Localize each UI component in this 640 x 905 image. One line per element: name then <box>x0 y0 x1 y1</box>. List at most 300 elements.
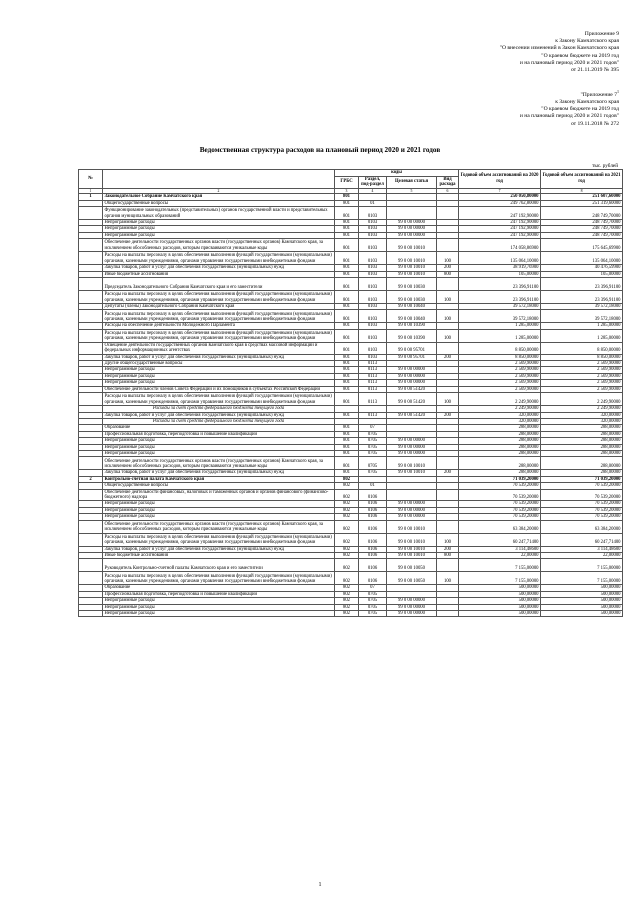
row-number <box>79 611 103 617</box>
row-amount-2020: 500,00000 <box>459 611 541 617</box>
row-grbs: 802 <box>335 559 359 572</box>
row-razdel: 0106 <box>359 533 387 546</box>
row-name: Непрограммные расходы <box>103 367 335 373</box>
row-vr <box>437 342 459 354</box>
row-razdel: 0103 <box>359 342 387 354</box>
row-amount-2021: 175 645,69900 <box>541 239 623 252</box>
row-amount-2020: 8 850,00000 <box>459 342 541 354</box>
row-grbs: 801 <box>335 310 359 323</box>
table-row <box>79 278 623 291</box>
row-amount-2020: 500,00000 <box>459 591 541 597</box>
row-csr: 99 0 00 10040 <box>387 310 437 323</box>
row-amount-2021: 70 539,20000 <box>541 507 623 513</box>
row-grbs: 802 <box>335 507 359 513</box>
row-amount-2021: 39 572,18000 <box>541 310 623 323</box>
row-csr: 99 0 00 10010 <box>387 533 437 546</box>
row-grbs: 801 <box>335 329 359 342</box>
row-csr: 99 0 00 00000 <box>387 450 437 456</box>
row-number <box>79 559 103 572</box>
row-name: Закупка товаров, работ и услуг для обеспечения государственных (муниципальных) нужд <box>103 470 335 476</box>
row-razdel: 0113 <box>359 386 387 392</box>
row-name: Обеспечение деятельности членов Совета Федерации и их помощников в субъектах Российской Федерации <box>103 386 335 392</box>
row-grbs: 802 <box>335 572 359 585</box>
row-csr: 99 0 00 00000 <box>387 501 437 507</box>
header-line: и на плановый период 2020 и 2021 годов" <box>519 59 619 66</box>
row-grbs: 801 <box>335 412 359 418</box>
row-csr <box>387 207 437 220</box>
row-name: Расходы на выплаты персоналу в целях обеспечения выполнения функций государственными (муниципальными) органами, казенными учреждениями, органами управления государственными внебюджетными фондами <box>103 533 335 546</box>
row-amount-2021: 39 572,18000 <box>541 304 623 310</box>
column-number: 1 <box>79 188 103 193</box>
row-number <box>79 489 103 501</box>
row-razdel: 0705 <box>359 457 387 470</box>
row-amount-2021: 71 039,20000 <box>541 476 623 482</box>
row-razdel: 0113 <box>359 361 387 367</box>
row-razdel: 0705 <box>359 438 387 444</box>
row-name: Расходы на выплаты персоналу в целях обеспечения выполнения функций государственными (муниципальными) органами, казенными учреждениями, органами управления государственными внебюджетными фондами <box>103 393 335 406</box>
row-amount-2021: 2 569,90000 <box>541 386 623 392</box>
row-razdel: 01 <box>359 483 387 489</box>
row-amount-2020: 174 058,86900 <box>459 239 541 252</box>
row-grbs: 801 <box>335 226 359 232</box>
row-grbs: 801 <box>335 220 359 226</box>
row-grbs: 801 <box>335 444 359 450</box>
row-amount-2020: 247 192,90000 <box>459 232 541 238</box>
row-amount-2021: 288,00000 <box>541 450 623 456</box>
row-name: Непрограммные расходы <box>103 450 335 456</box>
row-csr: 99 0 00 00000 <box>387 514 437 520</box>
row-grbs: 802 <box>335 611 359 617</box>
row-name: Профессиональная подготовка, переподготовка и повышение квалификации <box>103 431 335 437</box>
row-grbs: 802 <box>335 585 359 591</box>
row-csr: 99 0 00 95701 <box>387 342 437 354</box>
row-grbs: 801 <box>335 265 359 271</box>
row-amount-2021: 288,00000 <box>541 431 623 437</box>
row-csr: 99 0 00 10030 <box>387 278 437 291</box>
row-amount-2021: 7 155,00000 <box>541 572 623 585</box>
row-csr: 99 0 00 10010 <box>387 553 437 559</box>
row-name: Непрограммные расходы <box>103 438 335 444</box>
row-amount-2020: 135 064,10000 <box>459 252 541 265</box>
row-grbs: 801 <box>335 323 359 329</box>
row-number <box>79 533 103 546</box>
row-csr: 99 0 00 51420 <box>387 386 437 392</box>
header-line: к Закону Камчатского края <box>555 99 619 106</box>
row-csr: 99 0 00 00000 <box>387 611 437 617</box>
row-amount-2020: 71 039,20000 <box>459 476 541 482</box>
row-grbs: 801 <box>335 380 359 386</box>
row-name: Контрольно-счетная палата Камчатского края <box>103 476 335 482</box>
row-razdel: 0106 <box>359 553 387 559</box>
row-csr: 99 0 00 00000 <box>387 373 437 379</box>
row-grbs: 802 <box>335 553 359 559</box>
table-row <box>79 310 623 323</box>
row-amount-2020: 249 762,80000 <box>459 200 541 206</box>
row-razdel: 0103 <box>359 207 387 220</box>
table-row <box>79 393 623 406</box>
row-vr: 200 <box>437 412 459 418</box>
row-grbs: 801 <box>335 194 359 200</box>
row-razdel: 0113 <box>359 367 387 373</box>
row-razdel: 0113 <box>359 393 387 406</box>
row-amount-2020: 247 192,90000 <box>459 207 541 220</box>
row-amount-2020: 1 285,00000 <box>459 323 541 329</box>
header-superscript: 1 <box>617 89 619 94</box>
row-amount-2021: 248 749,70000 <box>541 207 623 220</box>
row-amount-2020: 70 539,20000 <box>459 514 541 520</box>
row-number <box>79 572 103 585</box>
row-csr: 99 0 00 00000 <box>387 226 437 232</box>
row-amount-2021: 8 850,00000 <box>541 354 623 360</box>
column-number: 3 <box>335 188 359 193</box>
row-vr: 200 <box>437 470 459 476</box>
row-razdel: 07 <box>359 585 387 591</box>
row-name: Образование <box>103 425 335 431</box>
row-grbs: 801 <box>335 354 359 360</box>
row-razdel: 0113 <box>359 373 387 379</box>
row-amount-2021: 70 539,20000 <box>541 483 623 489</box>
header-line: "О краевом бюджете на 2019 год <box>541 52 619 59</box>
row-number <box>79 278 103 291</box>
row-razdel: 0106 <box>359 514 387 520</box>
row-grbs: 801 <box>335 393 359 406</box>
row-vr <box>437 457 459 470</box>
row-amount-2021: 2 569,90000 <box>541 373 623 379</box>
row-amount-2021: 70 539,20000 <box>541 501 623 507</box>
row-razdel: 0106 <box>359 520 387 533</box>
row-amount-2021: 23 396,91100 <box>541 278 623 291</box>
row-razdel: 0705 <box>359 604 387 610</box>
row-razdel: 0106 <box>359 507 387 513</box>
appendix-header <box>500 31 619 74</box>
page-number: 1 <box>318 882 322 888</box>
row-razdel: 0103 <box>359 278 387 291</box>
row-amount-2020: 63 384,20000 <box>459 520 541 533</box>
row-grbs: 801 <box>335 450 359 456</box>
row-amount-2020: 23 396,91100 <box>459 278 541 291</box>
column-number: 4 <box>359 188 387 193</box>
row-csr: 99 0 00 10390 <box>387 323 437 329</box>
row-grbs: 802 <box>335 598 359 604</box>
row-amount-2021: 7 155,00000 <box>541 559 623 572</box>
row-name: Общегосударственные вопросы <box>103 200 335 206</box>
row-razdel: 0705 <box>359 450 387 456</box>
row-number: 1 <box>79 194 103 200</box>
row-name: Обеспечение деятельности финансовых, налоговых и таможенных органов и органов финансового (финансово-бюджетного) надзора <box>103 489 335 501</box>
row-name: Иные бюджетные ассигнования <box>103 271 335 277</box>
row-number <box>79 520 103 533</box>
row-csr: 99 0 00 10010 <box>387 520 437 533</box>
row-vr: 200 <box>437 546 459 552</box>
row-amount-2021: 22,00000 <box>541 553 623 559</box>
row-razdel: 0113 <box>359 380 387 386</box>
row-amount-2020: 70 539,20000 <box>459 483 541 489</box>
col-num-header: № <box>79 170 103 189</box>
row-amount-2021: 40 476,59900 <box>541 265 623 271</box>
row-amount-2020: 288,00000 <box>459 438 541 444</box>
row-csr: 99 0 00 00000 <box>387 598 437 604</box>
row-name: Обеспечение деятельности государственных органов власти (государственных органов) Камчатского края, за исключением обособленных расходов, которым присваиваются уникальные коды <box>103 457 335 470</box>
row-name: Освещение деятельности государственных органов Камчатского края в средствах массовой информации и федеральных информационных агентствах <box>103 342 335 354</box>
row-vr: 100 <box>437 291 459 304</box>
row-csr: 99 0 00 10050 <box>387 572 437 585</box>
row-csr: 99 0 00 10030 <box>387 291 437 304</box>
row-grbs: 801 <box>335 367 359 373</box>
row-csr: 99 0 00 00000 <box>387 367 437 373</box>
header-line: и на плановый период 2020 и 2021 годов" <box>519 113 619 120</box>
row-grbs: 801 <box>335 232 359 238</box>
row-razdel: 0106 <box>359 489 387 501</box>
row-grbs: 801 <box>335 291 359 304</box>
row-csr: 99 0 00 00000 <box>387 507 437 513</box>
row-amount-2020: 288,00000 <box>459 431 541 437</box>
appendix-original-header <box>520 88 619 128</box>
row-name: Расходы за счет средств федерального бюджета текущего года <box>103 418 335 424</box>
header-line: от 19.11.2018 № 272 <box>570 120 619 127</box>
row-number <box>79 457 103 470</box>
table-row <box>79 533 623 546</box>
row-amount-2021: 2 249,90000 <box>541 406 623 412</box>
row-grbs: 802 <box>335 533 359 546</box>
row-grbs: 802 <box>335 546 359 552</box>
row-csr: 99 0 00 00000 <box>387 438 437 444</box>
row-amount-2020: 2 569,90000 <box>459 361 541 367</box>
row-name: Расходы на выплаты персоналу в целях обеспечения выполнения функций государственными (муниципальными) органами, казенными учреждениями, органами управления государственными внебюджетными фондами <box>103 310 335 323</box>
row-amount-2021: 500,00000 <box>541 591 623 597</box>
row-name: Закупка товаров, работ и услуг для обеспечения государственных (муниципальных) нужд <box>103 265 335 271</box>
row-amount-2020: 1 285,00000 <box>459 329 541 342</box>
row-amount-2021: 288,00000 <box>541 444 623 450</box>
row-grbs: 801 <box>335 438 359 444</box>
row-amount-2020: 500,00000 <box>459 604 541 610</box>
col-razdel-header: Раздел, под-раздел <box>359 176 387 188</box>
table-row <box>79 329 623 342</box>
document-title: Ведомственная структура расходов на плановый период 2020 и 2021 годов <box>199 146 441 154</box>
row-csr: 99 0 00 10040 <box>387 304 437 310</box>
row-name: Расходы на выплаты персоналу в целях обеспечения выполнения функций государственными (муниципальными) органами, казенными учреждениями, органами управления государственными внебюджетными фондами <box>103 329 335 342</box>
row-name: Расходы на выплаты персоналу в целях обеспечения выполнения функций государственными (муниципальными) органами, казенными учреждениями, органами управления государственными внебюджетными фондами <box>103 291 335 304</box>
table-row <box>79 520 623 533</box>
row-number <box>79 310 103 323</box>
row-grbs: 801 <box>335 239 359 252</box>
row-razdel: 07 <box>359 425 387 431</box>
row-amount-2020: 2 569,90000 <box>459 386 541 392</box>
row-grbs: 801 <box>335 252 359 265</box>
row-razdel: 01 <box>359 200 387 206</box>
row-razdel: 0106 <box>359 501 387 507</box>
table-row <box>79 457 623 470</box>
row-vr <box>437 278 459 291</box>
row-amount-2021: 60 247,71400 <box>541 533 623 546</box>
row-number: 2 <box>79 476 103 482</box>
row-amount-2021: 288,00000 <box>541 457 623 470</box>
column-number: 2 <box>103 188 335 193</box>
row-amount-2021: 248 749,70000 <box>541 232 623 238</box>
table-row <box>79 291 623 304</box>
row-razdel: 0103 <box>359 323 387 329</box>
row-csr: 99 0 00 51420 <box>387 412 437 418</box>
row-amount-2020: 22,00000 <box>459 553 541 559</box>
row-csr: 99 0 00 10010 <box>387 252 437 265</box>
row-vr: 100 <box>437 252 459 265</box>
row-csr: 99 0 00 51420 <box>387 393 437 406</box>
row-amount-2020: 70 539,20000 <box>459 501 541 507</box>
row-grbs: 801 <box>335 386 359 392</box>
col-2021-header: Годовой объем ассигнований на 2021 год <box>541 170 623 189</box>
row-csr: 99 0 00 10010 <box>387 546 437 552</box>
row-number <box>79 207 103 220</box>
row-name: Расходы за счет средств федерального бюджета текущего года <box>103 406 335 412</box>
row-grbs: 802 <box>335 604 359 610</box>
row-razdel: 0103 <box>359 329 387 342</box>
row-name: Профессиональная подготовка, переподготовка и повышение квалификации <box>103 591 335 597</box>
row-name: Расходы на выплаты персоналу в целях обеспечения выполнения функций государственными (муниципальными) органами, казенными учреждениями, органами управления государственными внебюджетными фондами <box>103 252 335 265</box>
row-grbs: 801 <box>335 278 359 291</box>
row-grbs: 802 <box>335 520 359 533</box>
row-vr: 100 <box>437 533 459 546</box>
row-name: Непрограммные расходы <box>103 501 335 507</box>
row-number <box>79 239 103 252</box>
row-razdel: 0103 <box>359 291 387 304</box>
row-amount-2020: 288,00000 <box>459 444 541 450</box>
row-csr: 99 0 00 00000 <box>387 220 437 226</box>
row-name: Непрограммные расходы <box>103 604 335 610</box>
row-amount-2021: 70 539,20000 <box>541 514 623 520</box>
row-amount-2020: 320,00000 <box>459 412 541 418</box>
column-number: 6 <box>437 188 459 193</box>
header-line: от 21.11.2019 № 395 <box>570 67 619 74</box>
row-name: Законодательное Собрание Камчатского края <box>103 194 335 200</box>
table-row <box>79 572 623 585</box>
row-amount-2021: 500,00000 <box>541 604 623 610</box>
table-row <box>79 207 623 220</box>
row-razdel: 0103 <box>359 226 387 232</box>
column-number: 7 <box>459 188 541 193</box>
row-number <box>79 252 103 265</box>
row-amount-2021: 500,00000 <box>541 611 623 617</box>
row-razdel: 0106 <box>359 559 387 572</box>
table-row <box>79 489 623 501</box>
row-amount-2020: 500,00000 <box>459 585 541 591</box>
row-amount-2020: 2 569,90000 <box>459 380 541 386</box>
row-name: Закупка товаров, работ и услуг для обеспечения государственных (муниципальных) нужд <box>103 354 335 360</box>
row-razdel: 0113 <box>359 412 387 418</box>
row-amount-2020: 8 850,00000 <box>459 354 541 360</box>
row-grbs: 801 <box>335 361 359 367</box>
row-grbs: 802 <box>335 476 359 482</box>
row-vr: 800 <box>437 271 459 277</box>
row-csr: 99 0 00 10010 <box>387 265 437 271</box>
row-amount-2021: 251 319,60000 <box>541 200 623 206</box>
row-amount-2021: 500,00000 <box>541 585 623 591</box>
row-name: Непрограммные расходы <box>103 507 335 513</box>
row-csr: 99 0 00 00000 <box>387 380 437 386</box>
row-amount-2021: 2 569,90000 <box>541 367 623 373</box>
header-line: Приложение 9 <box>584 31 619 37</box>
row-amount-2020: 70 539,20000 <box>459 489 541 501</box>
row-razdel: 0103 <box>359 220 387 226</box>
table-row <box>79 559 623 572</box>
row-amount-2020: 250 050,80000 <box>459 194 541 200</box>
row-name: Непрограммные расходы <box>103 611 335 617</box>
row-name: Общегосударственные вопросы <box>103 483 335 489</box>
row-amount-2021: 320,00000 <box>541 418 623 424</box>
row-name: Обеспечение деятельности государственных органов власти (государственных органов) Камчатского края, за исключением обособленных расходов, которым присваиваются уникальные коды <box>103 520 335 533</box>
row-name: Непрограммные расходы <box>103 232 335 238</box>
row-amount-2020: 105,00000 <box>459 271 541 277</box>
row-name: Расходы на выплаты персоналу в целях обеспечения выполнения функций государственными (муниципальными) органами, казенными учреждениями, органами управления государственными внебюджетными фондами <box>103 572 335 585</box>
row-razdel: 0705 <box>359 598 387 604</box>
row-amount-2020: 2 249,90000 <box>459 393 541 406</box>
header-line: "Приложение $7^1$ <box>580 89 619 98</box>
row-name: Функционирование законодательных (представительных) органов государственной власти и представительных органов муниципальных образований <box>103 207 335 220</box>
row-csr: 99 0 00 10050 <box>387 559 437 572</box>
row-amount-2020: 288,00000 <box>459 457 541 470</box>
row-name: Другие общегосударственные вопросы <box>103 361 335 367</box>
row-name: Непрограммные расходы <box>103 380 335 386</box>
row-grbs: 801 <box>335 304 359 310</box>
row-amount-2020: 38 919,76900 <box>459 265 541 271</box>
row-vr <box>437 207 459 220</box>
col-name-header <box>103 170 335 189</box>
row-csr: 99 0 00 10390 <box>387 329 437 342</box>
table-row <box>79 252 623 265</box>
units-label: тыс. рублей <box>592 163 618 169</box>
row-razdel: 0103 <box>359 304 387 310</box>
row-csr: 99 0 00 10010 <box>387 457 437 470</box>
row-razdel: 0705 <box>359 611 387 617</box>
row-name: Образование <box>103 585 335 591</box>
row-razdel: 0103 <box>359 271 387 277</box>
col-csr-header: Целевая статья <box>387 176 437 188</box>
codes-header: коды <box>335 170 459 177</box>
row-amount-2021: 70 539,20000 <box>541 489 623 501</box>
row-csr <box>387 489 437 501</box>
row-grbs: 801 <box>335 373 359 379</box>
row-vr: 800 <box>437 553 459 559</box>
row-razdel: 0103 <box>359 265 387 271</box>
row-number <box>79 342 103 354</box>
row-amount-2021: 8 850,00000 <box>541 342 623 354</box>
header-line: "О краевом бюджете на 2019 год <box>541 106 619 113</box>
row-amount-2021: 3 114,48600 <box>541 546 623 552</box>
row-name: Депутаты (члены) Законодательного Собрания Камчатского края <box>103 304 335 310</box>
row-vr: 200 <box>437 354 459 360</box>
row-grbs: 801 <box>335 425 359 431</box>
row-grbs: 802 <box>335 591 359 597</box>
row-name: Непрограммные расходы <box>103 444 335 450</box>
row-amount-2021: 248 749,70000 <box>541 220 623 226</box>
row-amount-2021: 248 749,70000 <box>541 226 623 232</box>
row-grbs: 801 <box>335 457 359 470</box>
row-name: Закупка товаров, работ и услуг для обеспечения государственных (муниципальных) нужд <box>103 546 335 552</box>
row-amount-2021: 320,00000 <box>541 412 623 418</box>
row-razdel: 0106 <box>359 546 387 552</box>
row-amount-2020: 39 572,18000 <box>459 304 541 310</box>
row-name: Иные бюджетные ассигнования <box>103 553 335 559</box>
row-razdel: 0705 <box>359 591 387 597</box>
row-amount-2021: 2 569,90000 <box>541 380 623 386</box>
row-amount-2021: 500,00000 <box>541 598 623 604</box>
row-vr <box>437 520 459 533</box>
row-vr <box>437 239 459 252</box>
row-amount-2020: 500,00000 <box>459 598 541 604</box>
row-name: Закупка товаров, работ и услуг для обеспечения государственных (муниципальных) нужд <box>103 412 335 418</box>
row-vr <box>437 489 459 501</box>
row-grbs: 801 <box>335 271 359 277</box>
row-amount-2020: 23 396,91100 <box>459 291 541 304</box>
row-amount-2020: 2 249,90000 <box>459 406 541 412</box>
